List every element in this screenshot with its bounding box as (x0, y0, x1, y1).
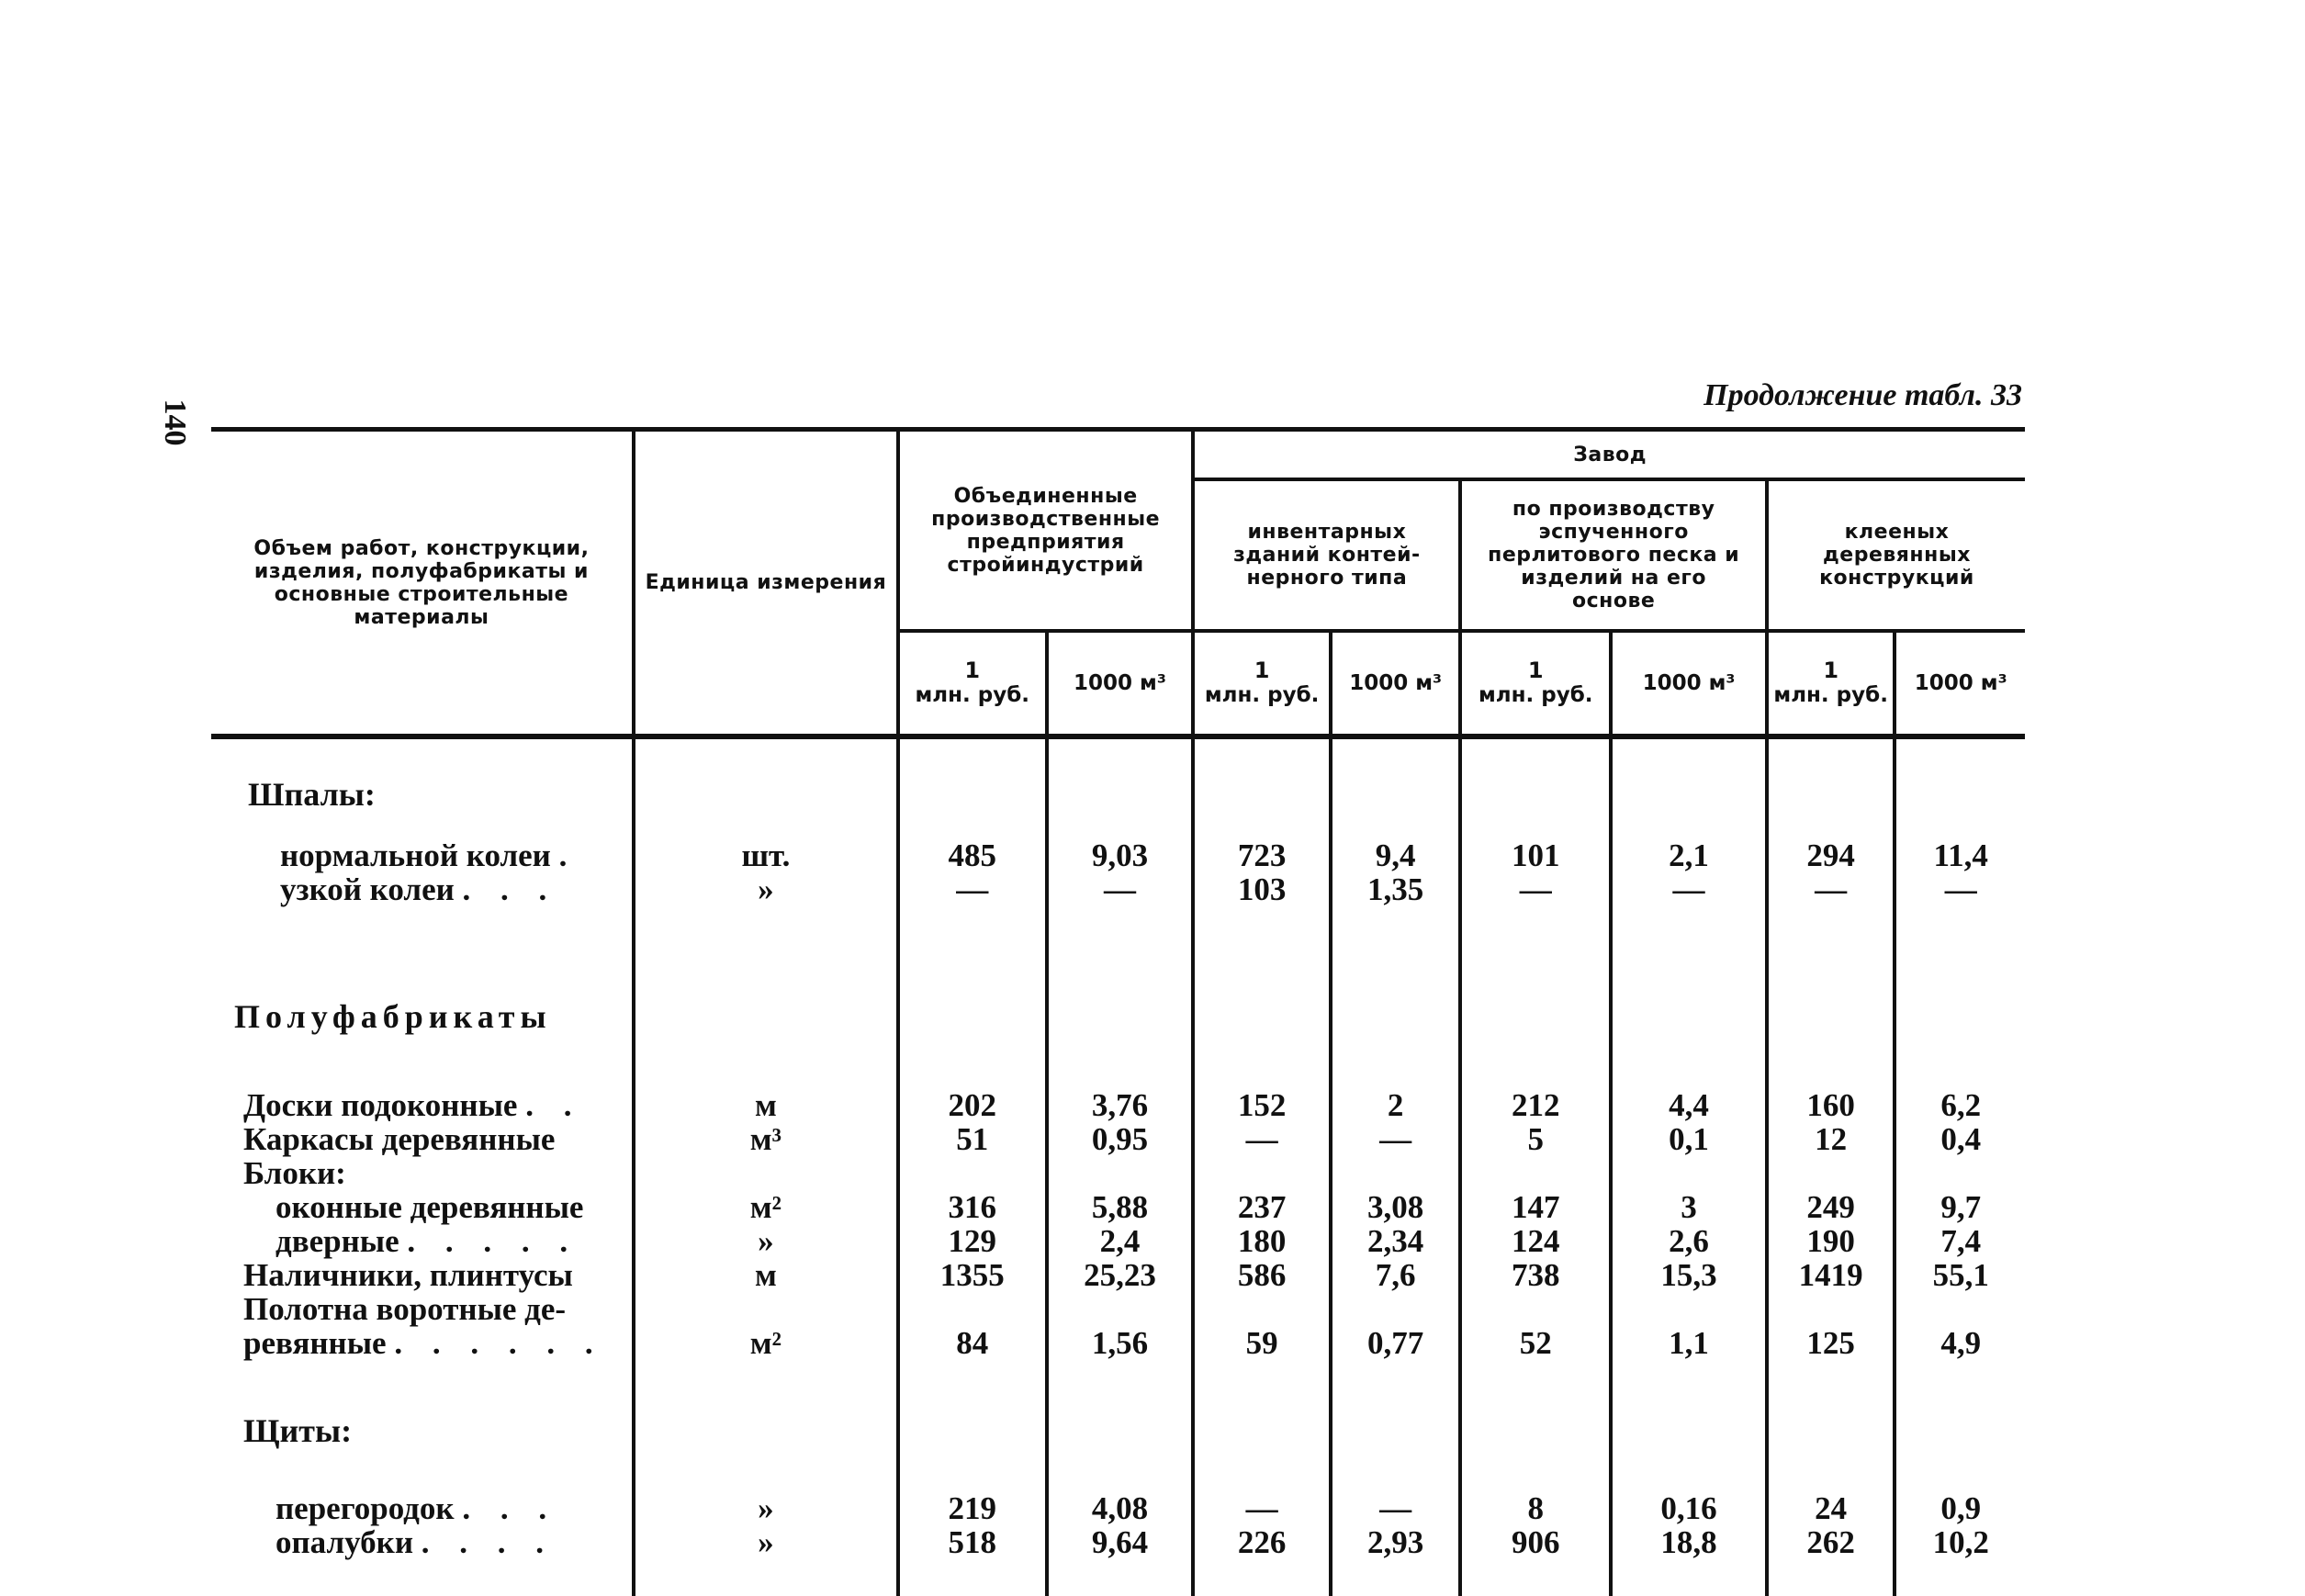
cell: 84 (898, 1292, 1047, 1360)
cell: 59 (1193, 1292, 1331, 1360)
section-polufabrikaty: Полуфабрикаты (234, 997, 552, 1035)
cell: — (1460, 872, 1611, 906)
row-unit: м³ (634, 1122, 898, 1156)
cell: 1419 (1767, 1258, 1895, 1292)
cell: 8 (1460, 1475, 1611, 1525)
cell: 0,4 (1895, 1122, 2025, 1156)
cell: 4,08 (1047, 1475, 1194, 1525)
row-label: Полотна воротные де- ревянные . . . . . . (243, 1291, 604, 1361)
cell: 0,9 (1895, 1475, 2025, 1525)
cell: 249 (1767, 1190, 1895, 1224)
cell: 0,1 (1611, 1122, 1767, 1156)
header-zavod: Завод (1193, 430, 2025, 480)
row-label: перегородок . . . (275, 1490, 558, 1526)
cell: 906 (1460, 1525, 1611, 1596)
unit-mln-rub-2: 1 млн. руб. (1193, 631, 1331, 736)
cell: 55,1 (1895, 1258, 2025, 1292)
section-shpaly: Шпалы: (248, 775, 376, 813)
cell: 2,4 (1047, 1224, 1194, 1258)
cell: 1,56 (1047, 1292, 1194, 1360)
row-label: Доски подоконные . . (243, 1087, 583, 1123)
cell: — (1611, 872, 1767, 906)
cell: — (1331, 1122, 1461, 1156)
cell: 2,1 (1611, 822, 1767, 872)
cell: 738 (1460, 1258, 1611, 1292)
row-label: Каркасы деревянные (243, 1121, 556, 1157)
row-unit: м² (634, 1292, 898, 1360)
unit-1000-m3-1: 1000 м³ (1047, 631, 1194, 736)
data-table (211, 427, 2025, 1596)
unit-1000-m3-2: 1000 м³ (1331, 631, 1461, 736)
cell: 12 (1767, 1122, 1895, 1156)
header-perlit: по производству эспученного перлитового песка и изделий на его основе (1460, 479, 1767, 631)
cell: 7,4 (1895, 1224, 2025, 1258)
cell: 9,03 (1047, 822, 1194, 872)
cell: — (1193, 1475, 1331, 1525)
cell: 125 (1767, 1292, 1895, 1360)
cell: 0,77 (1331, 1292, 1461, 1360)
cell: 2,34 (1331, 1224, 1461, 1258)
cell: 202 (898, 1072, 1047, 1122)
cell: 1,1 (1611, 1292, 1767, 1360)
cell: 226 (1193, 1525, 1331, 1596)
cell: — (1895, 872, 2025, 906)
cell: — (1047, 872, 1194, 906)
cell: 219 (898, 1475, 1047, 1525)
cell: 1355 (898, 1258, 1047, 1292)
header-objects: Объем работ, конструкции, изделия, полуфабрикаты и основные строительные материалы (211, 430, 634, 737)
row-unit: шт. (634, 822, 898, 872)
unit-1000-m3-4: 1000 м³ (1895, 631, 2025, 736)
cell: 0,16 (1611, 1475, 1767, 1525)
cell: 2,6 (1611, 1224, 1767, 1258)
cell: 1,35 (1331, 872, 1461, 906)
cell: 3 (1611, 1190, 1767, 1224)
header-kleenyh: клееных деревянных конструкций (1767, 479, 2025, 631)
cell: 160 (1767, 1072, 1895, 1122)
cell: 5,88 (1047, 1190, 1194, 1224)
cell: — (1193, 1122, 1331, 1156)
row-unit: м (634, 1072, 898, 1122)
cell: 6,2 (1895, 1072, 2025, 1122)
section-bloki: Блоки: (243, 1155, 346, 1191)
cell: 9,7 (1895, 1190, 2025, 1224)
cell: 18,8 (1611, 1525, 1767, 1596)
row-label: нормальной колеи . (280, 837, 579, 873)
row-label: оконные деревянные (275, 1189, 584, 1225)
cell: 3,08 (1331, 1190, 1461, 1224)
cell: 5 (1460, 1122, 1611, 1156)
cell: 124 (1460, 1224, 1611, 1258)
row-unit: » (634, 1525, 898, 1596)
header-ob-predpriyatiya: Объединенные производственные предприятия стройиндустрий (898, 430, 1193, 632)
cell: 9,64 (1047, 1525, 1194, 1596)
cell: 15,3 (1611, 1258, 1767, 1292)
row-unit: » (634, 1475, 898, 1525)
header-inventarnyh: инвентарных зданий контей-нерного типа (1193, 479, 1460, 631)
row-label: опалубки . . . . (275, 1524, 555, 1560)
page-number: 140 (158, 399, 192, 446)
row-unit: м (634, 1258, 898, 1292)
row-unit: » (634, 872, 898, 906)
cell: 2 (1331, 1072, 1461, 1122)
cell: 723 (1193, 822, 1331, 872)
cell: 11,4 (1895, 822, 2025, 872)
cell: 24 (1767, 1475, 1895, 1525)
cell: 294 (1767, 822, 1895, 872)
cell: 9,4 (1331, 822, 1461, 872)
cell: 7,6 (1331, 1258, 1461, 1292)
cell: — (1331, 1475, 1461, 1525)
cell: 10,2 (1895, 1525, 2025, 1596)
cell: 316 (898, 1190, 1047, 1224)
row-unit: м² (634, 1190, 898, 1224)
cell: 586 (1193, 1258, 1331, 1292)
cell: 485 (898, 822, 1047, 872)
cell: — (1767, 872, 1895, 906)
unit-1000-m3-3: 1000 м³ (1611, 631, 1767, 736)
cell: 4,9 (1895, 1292, 2025, 1360)
cell: 237 (1193, 1190, 1331, 1224)
header-unit: Единица измерения (634, 430, 898, 737)
row-label: Наличники, плинтусы (243, 1257, 573, 1293)
table-caption: Продолжение табл. 33 (1703, 378, 2022, 412)
cell: 2,93 (1331, 1525, 1461, 1596)
row-label: дверные . . . . . (275, 1223, 579, 1259)
cell: 147 (1460, 1190, 1611, 1224)
unit-mln-rub-1: 1 млн. руб. (898, 631, 1047, 736)
cell: 4,4 (1611, 1072, 1767, 1122)
cell: 262 (1767, 1525, 1895, 1596)
cell: 3,76 (1047, 1072, 1194, 1122)
cell: 52 (1460, 1292, 1611, 1360)
cell: 101 (1460, 822, 1611, 872)
cell: 129 (898, 1224, 1047, 1258)
cell: 190 (1767, 1224, 1895, 1258)
cell: 25,23 (1047, 1258, 1194, 1292)
cell: 103 (1193, 872, 1331, 906)
cell: 518 (898, 1525, 1047, 1596)
cell: 180 (1193, 1224, 1331, 1258)
cell: 152 (1193, 1072, 1331, 1122)
unit-mln-rub-4: 1 млн. руб. (1767, 631, 1895, 736)
unit-mln-rub-3: 1 млн. руб. (1460, 631, 1611, 736)
section-shity: Щиты: (243, 1412, 353, 1449)
cell: — (898, 872, 1047, 906)
row-label: узкой колеи . . . (280, 871, 558, 907)
cell: 51 (898, 1122, 1047, 1156)
cell: 212 (1460, 1072, 1611, 1122)
row-unit: » (634, 1224, 898, 1258)
cell: 0,95 (1047, 1122, 1194, 1156)
